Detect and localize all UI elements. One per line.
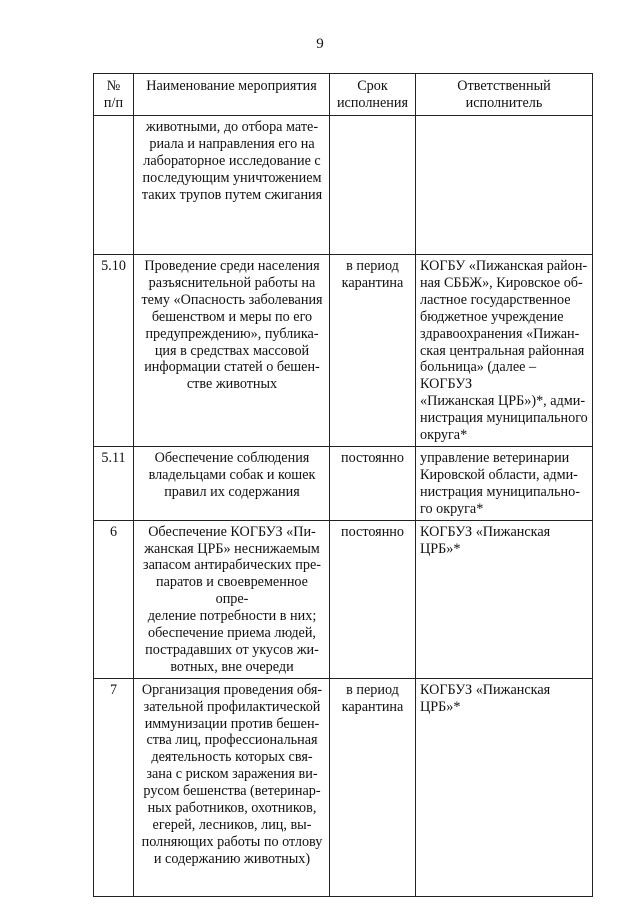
row-responsible xyxy=(416,116,593,255)
row-term: постоянно xyxy=(330,446,416,520)
row-term: в период карантина xyxy=(330,255,416,447)
table-row xyxy=(94,116,593,255)
row-num: 5.10 xyxy=(94,255,134,447)
row-term: в период карантина xyxy=(330,678,416,896)
row-action: животными, до отбора мате- риала и направления его на лабораторное исследование с последующим уничтожением таких трупов путем сжигания xyxy=(134,116,330,255)
row-responsible: КОГБУЗ «Пижанская ЦРБ»* xyxy=(416,678,593,896)
row-num: 5.11 xyxy=(94,446,134,520)
row-responsible: КОГБУ «Пижанская район- ная СББЖ», Кировское об- ластное государственное бюджетное учреждение здравоохранения «Пижан- ская центральная районная больница» (далее – КОГБУЗ «Пижанская ЦРБ»)*, адми- нистрация муниципального округа* xyxy=(416,255,593,447)
table-row xyxy=(94,520,593,678)
table-row xyxy=(94,255,593,447)
row-action: Обеспечение КОГБУЗ «Пи- жанская ЦРБ» неснижаемым запасом антирабических пре- паратов и своевременное опре- деление потребности в них; обеспечение приема людей, пострадавших от укусов жи- вотных, вне очереди xyxy=(134,520,330,678)
header-term: Срок исполнения xyxy=(330,74,416,116)
header-action: Наименование мероприятия xyxy=(134,74,330,116)
row-responsible: управление ветеринарии Кировской области, адми- нистрация муниципально- го округа* xyxy=(416,446,593,520)
row-action: Проведение среди населения разъяснительной работы на тему «Опасность заболевания бешенством и меры по его предупреждению», публика- ция в средствах массовой информации статей о бешен- стве животных xyxy=(134,255,330,447)
row-num: 7 xyxy=(94,678,134,896)
table-row xyxy=(94,446,593,520)
header-responsible: Ответственный исполнитель xyxy=(416,74,593,116)
row-term: постоянно xyxy=(330,520,416,678)
table-header-row xyxy=(94,74,593,116)
row-action: Обеспечение соблюдения владельцами собак и кошек правил их содержания xyxy=(134,446,330,520)
measures-table xyxy=(93,73,593,897)
row-num: 6 xyxy=(94,520,134,678)
page-number: 9 xyxy=(316,36,324,52)
row-term xyxy=(330,116,416,255)
row-action: Организация проведения обя- зательной профилактической иммунизации против бешен- ства лиц, профессиональная деятельность которых свя- зана с риском заражения ви- русом бешенства (ветеринар- ных работников, охотников, егерей, лесников, лиц, вы- полняющих работы по отлову и содержанию животных) xyxy=(134,678,330,896)
row-num xyxy=(94,116,134,255)
row-responsible: КОГБУЗ «Пижанская ЦРБ»* xyxy=(416,520,593,678)
header-num: № п/п xyxy=(94,74,134,116)
table-row xyxy=(94,678,593,896)
